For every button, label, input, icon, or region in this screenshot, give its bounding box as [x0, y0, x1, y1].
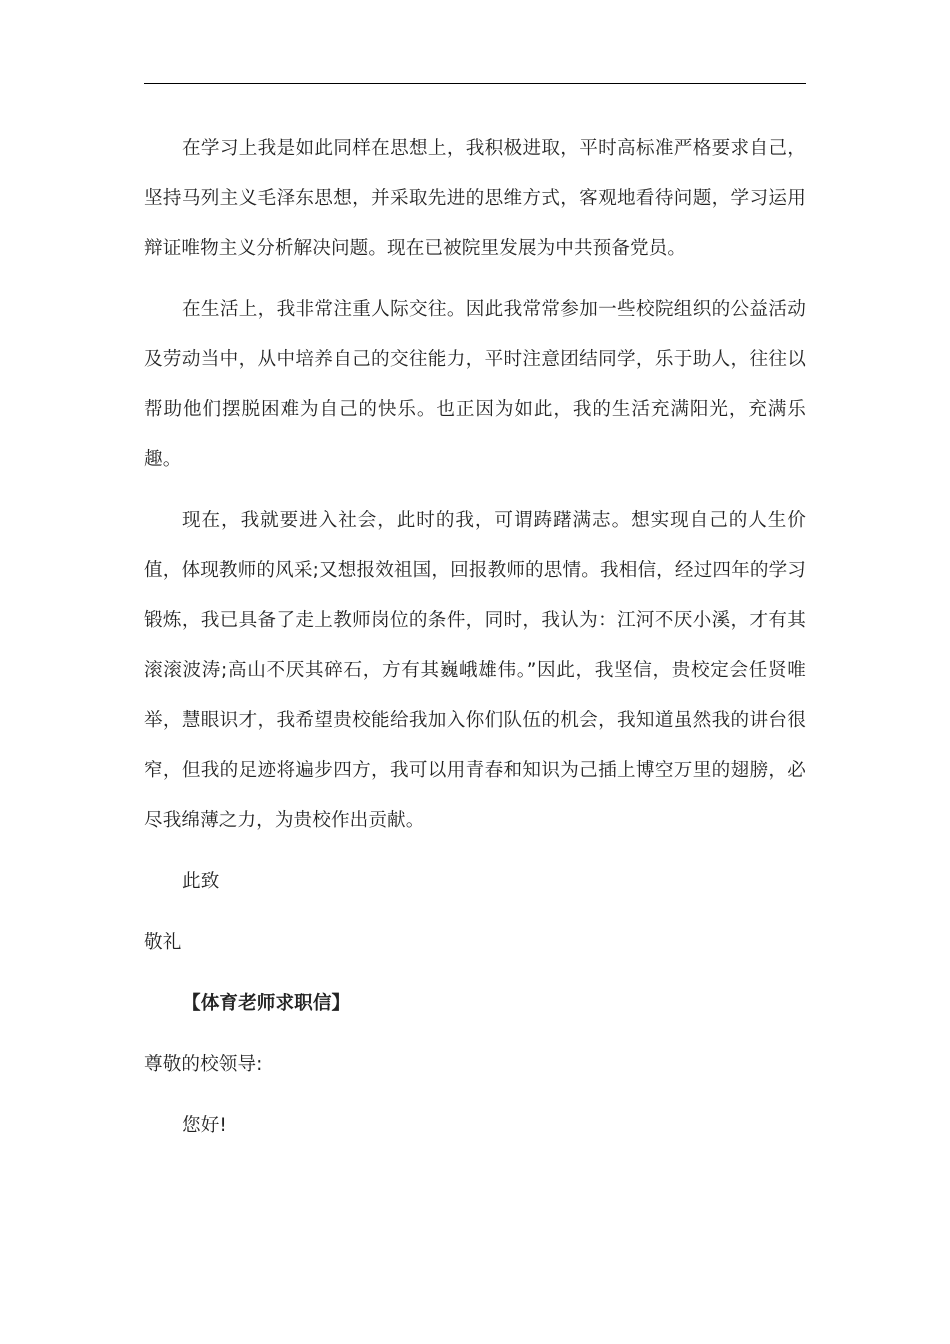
- paragraph-future: 现在，我就要进入社会，此时的我，可谓踌躇满志。想实现自己的人生价值，体现教师的风采;又想报效祖国，回报教师的思情。我相信，经过四年的学习锻炼，我已具备了走上教师岗位的条件，同时，我认为：江河不厌小溪，才有其滚滚波涛;高山不厌其碎石，方有其巍峨雄伟。”因此，我坚信，贵校定会任贤唯举，慧眼识才，我希望贵校能给我加入你们队伍的机会，我知道虽然我的讲台很窄，但我的足迹将遍步四方，我可以用青春和知识为己插上博空万里的翅膀，必尽我绵薄之力，为贵校作出贡献。: [144, 510, 806, 831]
- document-body: [144, 124, 806, 1162]
- paragraph-study-thought: 在学习上我是如此同样在思想上，我积极进取，平时高标准严格要求自己，坚持马列主义毛泽东思想，并采取先进的思维方式，客观地看待问题，学习运用辩证唯物主义分析解决问题。现在已被院里发展为中共预备党员。: [144, 138, 806, 259]
- closing-line: 此致: [182, 871, 220, 892]
- greeting-line: 尊敬的校领导:: [144, 1054, 263, 1075]
- section-title: 【体育老师求职信】: [182, 993, 351, 1014]
- salute-line: 敬礼: [144, 932, 182, 953]
- header-rule: [144, 83, 806, 84]
- paragraph-life: 在生活上，我非常注重人际交往。因此我常常参加一些校院组织的公益活动及劳动当中，从中培养自己的交往能力，平时注意团结同学，乐于助人，往往以帮助他们摆脱困难为自己的快乐。也正因为如此，我的生活充满阳光，充满乐趣。: [144, 299, 806, 470]
- hello-line: 您好!: [182, 1115, 227, 1136]
